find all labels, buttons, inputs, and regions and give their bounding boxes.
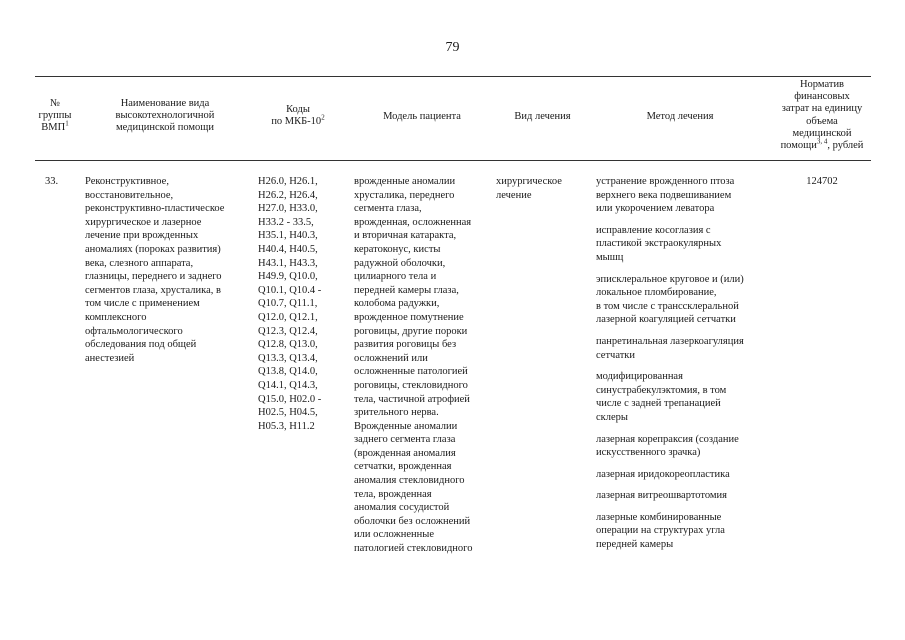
treatment-method-line: лазерной коагуляцией сетчатки: [596, 314, 736, 326]
codes-line: Q10.7, Q11.1,: [258, 298, 318, 310]
patient-model-line: цилиарного тела и: [354, 271, 437, 283]
care-name-line: глазницы, переднего и заднего: [85, 271, 222, 283]
codes-line: Q13.3, Q13.4,: [258, 352, 318, 364]
treatment-method-line: лазерная корепраксия (создание: [596, 433, 739, 445]
patient-model-line: сетчатки, врожденная: [354, 461, 452, 473]
patient-model-line: зрительного нерва.: [354, 407, 439, 419]
codes-line: Q12.0, Q12.1,: [258, 311, 318, 323]
patient-model-line: передней камеры глаза,: [354, 284, 459, 296]
treatment-method-line: пластикой экстраокулярных: [596, 238, 722, 250]
treatment-method-line: устранение врожденного птоза: [596, 176, 735, 187]
treatment-method-item: [596, 224, 744, 265]
treatment-type-line: лечение: [496, 189, 532, 201]
patient-model-line: врожденное помутнение: [354, 311, 464, 323]
care-name-line: лечение при врожденных: [85, 230, 199, 242]
codes-line: H02.5, H04.5,: [258, 407, 318, 419]
patient-model-line: (врожденная аномалия: [354, 447, 456, 459]
codes-line: H27.0, H33.0,: [258, 203, 318, 215]
care-name-line: комплексного: [85, 311, 147, 323]
care-name-line: аномалиях (пороках развития): [85, 243, 221, 255]
treatment-method-line: верхнего века подвешиванием: [596, 189, 732, 201]
codes-line: Q13.8, Q14.0,: [258, 366, 318, 378]
page-number: 79: [445, 40, 460, 55]
care-name-line: хирургическое и лазерное: [85, 216, 202, 228]
row-group-no: 33.: [45, 176, 59, 187]
patient-model-line: хрусталика, переднего: [354, 189, 455, 201]
treatment-method-line: сетчатки: [596, 349, 636, 361]
patient-model-line: роговицы, другие пороки: [354, 325, 468, 337]
patient-model-line: врожденные аномалии: [354, 176, 456, 187]
treatment-method-line: синустрабекулэктомия, в том: [596, 384, 727, 396]
care-name-line: века, слезного аппарата,: [85, 257, 194, 269]
patient-model-line: осложнений или: [354, 352, 428, 364]
header-care-name: Наименование вида высокотехнологичной медицинской помощи: [115, 98, 215, 134]
care-name-line: том числе с применением: [85, 298, 200, 310]
patient-model-line: Врожденные аномалии: [354, 420, 458, 432]
treatment-method-item: [596, 335, 744, 362]
header-treatment-method: Метод лечения: [646, 111, 714, 122]
header-norm: Норматив финансовых затрат на единицу объема медицинской помощи$^{3, 4}$, рублей: [780, 79, 864, 152]
patient-model-line: аномалия стекловидного: [354, 475, 465, 487]
treatment-method-line: передней камеры: [596, 539, 674, 551]
row-care-name: [85, 175, 224, 365]
treatment-method-line: искусственного зрачка): [596, 447, 701, 459]
patient-model-line: тела, частичной атрофией: [354, 393, 470, 405]
treatment-method-line: панретинальная лазеркоагуляция: [596, 335, 744, 347]
patient-model-line: аномалия сосудистой: [354, 502, 450, 514]
treatment-method-line: эписклеральное круговое и (или): [596, 273, 744, 285]
codes-line: Q12.8, Q13.0,: [258, 339, 318, 351]
codes-line: Q15.0, H02.0 -: [258, 393, 322, 405]
treatment-method-line: операции на структурах угла: [596, 525, 725, 537]
codes-line: H26.0, H26.1,: [258, 176, 318, 187]
row-treatment-type: [496, 175, 562, 202]
treatment-method-item: [596, 433, 744, 460]
row-treatment-methods: [596, 175, 744, 560]
table-top-rule: [35, 76, 871, 77]
codes-line: H26.2, H26.4,: [258, 189, 318, 201]
care-name-line: восстановительное,: [85, 189, 174, 201]
header-treatment-type: Вид лечения: [514, 111, 571, 122]
care-name-line: обследования под общей: [85, 339, 197, 351]
treatment-method-line: лазерная витреошвартотомия: [596, 490, 727, 502]
care-name-line: Реконструктивное,: [85, 176, 169, 187]
header-codes: Коды по МКБ-$10^2$: [271, 104, 325, 128]
treatment-method-line: модифицированная: [596, 371, 683, 383]
codes-line: H49.9, Q10.0,: [258, 271, 318, 283]
treatment-type-line: хирургическое: [496, 176, 562, 187]
patient-model-line: или осложненные: [354, 529, 434, 541]
patient-model-line: развития роговицы без: [354, 339, 457, 351]
codes-line: H40.4, H40.5,: [258, 243, 318, 255]
patient-model-line: роговицы, стекловидного: [354, 379, 468, 391]
row-patient-model: [354, 175, 472, 556]
patient-model-line: колобома радужки,: [354, 298, 440, 310]
header-patient-model: Модель пациента: [383, 111, 461, 122]
treatment-method-line: лазерная иридокореопластика: [596, 468, 730, 480]
treatment-method-item: [596, 468, 744, 482]
patient-model-line: тела, врожденная: [354, 488, 432, 500]
row-codes: [258, 175, 321, 433]
treatment-method-line: или укорочением леватора: [596, 203, 715, 215]
patient-model-line: и вторичная катаракта,: [354, 230, 457, 242]
treatment-method-line: в том числе с транссклеральной: [596, 300, 739, 312]
codes-line: Q14.1, Q14.3,: [258, 379, 318, 391]
treatment-method-line: локальное пломбирование,: [596, 287, 717, 299]
treatment-method-item: [596, 175, 744, 216]
header-group-no: № группы ВМП$^1$: [38, 98, 72, 134]
treatment-method-item: [596, 489, 744, 503]
patient-model-line: оболочки без осложнений: [354, 515, 471, 527]
treatment-method-item: [596, 273, 744, 327]
care-name-line: реконструктивно-пластическое: [85, 203, 225, 215]
patient-model-line: врожденная, осложненная: [354, 216, 472, 228]
care-name-line: сегментов глаза, хрусталика, в: [85, 284, 221, 296]
treatment-method-line: лазерные комбинированные: [596, 511, 722, 523]
patient-model-line: осложненные патологией: [354, 366, 468, 378]
care-name-line: офтальмологического: [85, 325, 183, 337]
codes-line: H35.1, H40.3,: [258, 230, 318, 242]
treatment-method-item: [596, 511, 744, 552]
patient-model-line: радужной оболочки,: [354, 257, 446, 269]
patient-model-line: заднего сегмента глаза: [354, 434, 456, 446]
patient-model-line: патологией стекловидного: [354, 543, 473, 555]
codes-line: H43.1, H43.3,: [258, 257, 318, 269]
treatment-method-item: [596, 370, 744, 424]
codes-line: H33.2 - 33.5,: [258, 216, 314, 228]
patient-model-line: кератоконус, кисты: [354, 243, 441, 255]
codes-line: H05.3, H11.2: [258, 420, 315, 432]
treatment-method-line: мышц: [596, 251, 624, 263]
table-header-rule: [35, 160, 871, 161]
care-name-line: анестезией: [85, 352, 135, 364]
row-norm-value: 124702: [806, 176, 838, 187]
patient-model-line: сегмента глаза,: [354, 203, 422, 215]
codes-line: Q12.3, Q12.4,: [258, 325, 318, 337]
treatment-method-line: исправление косоглазия с: [596, 224, 711, 236]
codes-line: Q10.1, Q10.4 -: [258, 284, 322, 296]
treatment-method-line: числе с задней трепанацией: [596, 398, 721, 410]
treatment-method-line: склеры: [596, 411, 628, 423]
